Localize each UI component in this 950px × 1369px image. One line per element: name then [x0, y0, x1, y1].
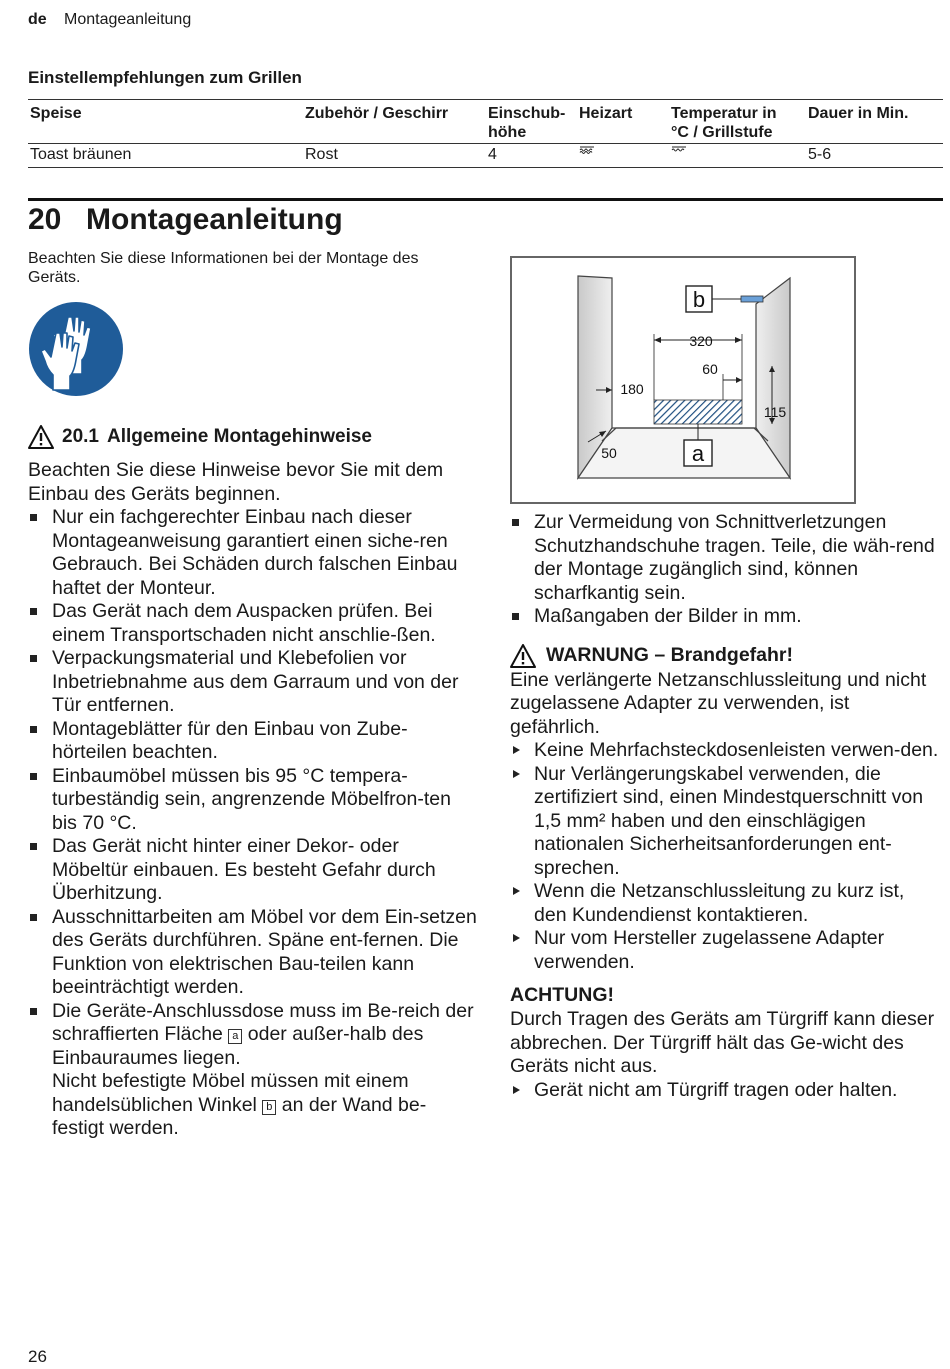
col-header-dauer: Dauer in Min.: [808, 105, 909, 122]
gloves-icon: [28, 301, 124, 397]
list-item: Das Gerät nicht hinter einer Dekor- oder Möbeltür einbauen. Es besteht Gefahr durch Überhitzung.: [28, 835, 478, 906]
warning-icon: [28, 425, 54, 449]
list-item: Das Gerät nach dem Auspacken prüfen. Bei einem Transportschaden nicht anschlie-ßen.: [28, 600, 478, 647]
list-item: Die Geräte-Anschlussdose muss im Be-reich der schraffierten Fläche a oder außer-halb des Einbauraumes liegen. Nicht befestigte Möbel müssen mit einem handelsüblichen Winkel b an der Wand be-festigt werden.: [28, 1000, 478, 1141]
table-top-rule: [28, 99, 943, 100]
caution-text: Durch Tragen des Geräts am Türgriff kann dieser abbrechen. Der Türgriff hält das Ge-wicht des Geräts nicht aus.: [510, 1008, 935, 1077]
list-item: Maßangaben der Bilder in mm.: [510, 605, 942, 629]
grill-level-icon: [671, 146, 687, 154]
header-language: de: [28, 11, 47, 28]
page-number: 26: [28, 1347, 47, 1366]
list-item: Gerät nicht am Türgriff tragen oder halten.: [510, 1079, 942, 1103]
left-column: [28, 459, 478, 1141]
list-item: Nur ein fachgerechter Einbau nach dieser Montageanweisung garantiert einen siche-ren Gebrauch. Bei Schäden durch falschen Einbau haftet der Monteur.: [28, 506, 478, 600]
diagram-label-b: b: [692, 287, 706, 312]
subsection-intro: Beachten Sie diese Hinweise bevor Sie mit dem Einbau des Geräts beginnen.: [28, 459, 444, 505]
right-column: [510, 511, 942, 1102]
col-header-heizart: Heizart: [579, 105, 633, 122]
col-header-zubehoer: Zubehör / Geschirr: [305, 105, 449, 122]
header-title: Montageanleitung: [64, 11, 192, 28]
section-title: Montageanleitung: [86, 203, 343, 236]
table-cell-hoehe: 4: [488, 146, 497, 163]
warning-text: Eine verlängerte Netzanschlussleitung und nicht zugelassene Adapter zu verwenden, ist gefährlich.: [510, 668, 927, 738]
table-title: Einstellempfehlungen zum Grillen: [28, 68, 302, 87]
grill-icon: [579, 146, 595, 154]
dim-180: 180: [620, 381, 644, 397]
list-item: Wenn die Netzanschlussleitung zu kurz ist, den Kundendienst kontaktieren.: [510, 880, 942, 927]
section-number: 20: [28, 203, 62, 236]
list-item: Nur vom Hersteller zugelassene Adapter verwenden.: [510, 927, 942, 974]
dim-50: 50: [601, 445, 617, 461]
col-header-einschubhoehe: Einschub- höhe: [488, 105, 566, 141]
warning-title: WARNUNG – Brandgefahr!: [546, 643, 794, 666]
warning-steps: [510, 739, 942, 974]
col-header-temperatur: Temperatur in °C / Grillstufe: [671, 105, 777, 141]
list-item: Zur Vermeidung von Schnittverletzungen Schutzhandschuhe tragen. Teile, die wäh-rend der Montage zugänglich sind, können scharfkantig sein.: [510, 511, 942, 605]
dim-60: 60: [702, 361, 718, 377]
list-item: Verpackungsmaterial und Klebefolien vor Inbetriebnahme aus dem Garraum und von der Tür entfernen.: [28, 647, 478, 718]
section-rule: [28, 198, 943, 201]
list-item: Nur Verlängerungskabel verwenden, die zertifiziert sind, einen Mindestquerschnitt von 1,5 mm² haben und den einschlägigen nationalen Sicherheitsanforderungen ent-sprechen.: [510, 763, 942, 881]
caution-title: ACHTUNG!: [510, 984, 614, 1006]
table-header-rule: [28, 143, 943, 144]
subsection-title: Allgemeine Montagehinweise: [106, 426, 372, 447]
list-item: Montageblätter für den Einbau von Zube-hörteilen beachten.: [28, 718, 478, 765]
warning-heading: [510, 643, 942, 669]
list-item: Einbaumöbel müssen bis 95 °C tempera-turbeständig sein, angrenzende Möbelfron-ten bis 70 °C.: [28, 765, 478, 836]
subsection-number: 20.1: [62, 426, 99, 447]
dim-320: 320: [689, 333, 713, 349]
caution-steps: [510, 1079, 942, 1103]
table-cell-speise: Toast bräunen: [30, 146, 132, 163]
table-cell-dauer: 5-6: [808, 146, 832, 163]
table-cell-zubehoer: Rost: [305, 146, 338, 163]
dim-115: 115: [763, 404, 787, 420]
diagram-label-a: a: [691, 441, 705, 466]
list-item: Keine Mehrfachsteckdosenleisten verwen-den.: [510, 739, 942, 763]
safety-hints-list: [510, 511, 942, 629]
warning-icon: [510, 644, 536, 668]
list-item: Ausschnittarbeiten am Möbel vor dem Ein-setzen des Geräts durchführen. Späne ent-fernen. Die Funktion von elektrischen Bau-teilen kann beeinträchtigt werden.: [28, 906, 478, 1000]
table-bottom-rule: [28, 167, 943, 168]
montage-hints-list: [28, 506, 478, 1141]
subsection-heading: [28, 424, 372, 450]
installation-diagram: [510, 256, 856, 504]
section-intro: Beachten Sie diese Informationen bei der Montage des Geräts.: [28, 250, 419, 286]
col-header-speise: Speise: [30, 105, 82, 122]
marker-b: b: [262, 1100, 276, 1115]
marker-a: a: [228, 1029, 242, 1044]
